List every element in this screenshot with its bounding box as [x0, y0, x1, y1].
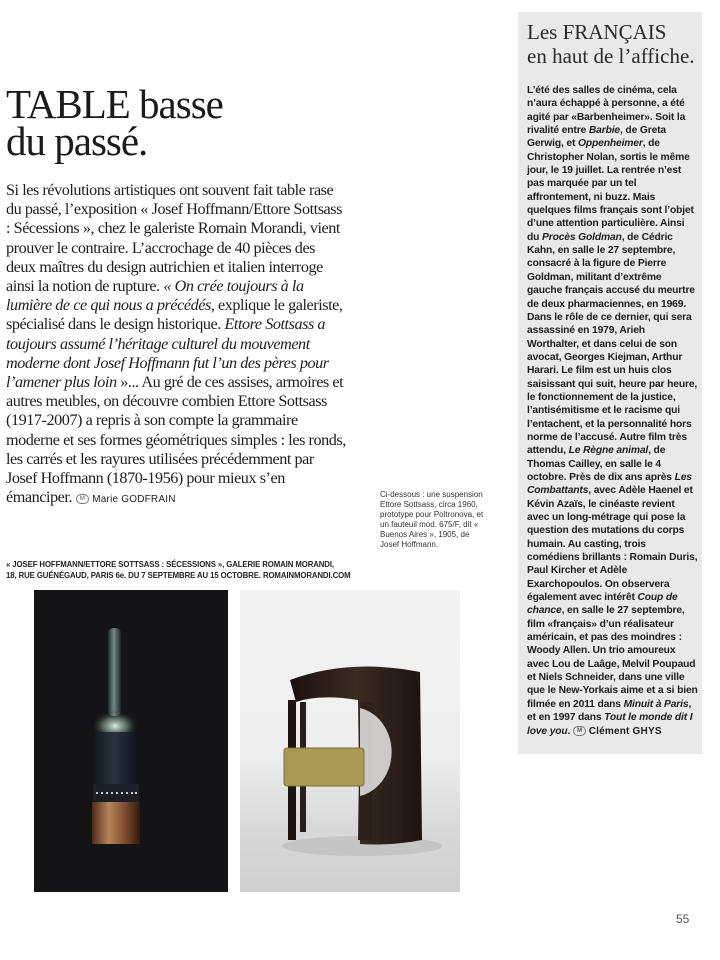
armchair-image: [240, 590, 460, 892]
main-title-line-1: TABLE basse: [6, 81, 223, 127]
armchair-photo: [240, 590, 460, 892]
end-mark-icon: M: [573, 726, 586, 736]
film-title: Les Combattants: [527, 471, 692, 497]
body-segment: , explique le galeriste, spécialisé dans le design historique.: [6, 296, 343, 334]
exhibition-info-line-1: « JOSEF HOFFMANN/ETTORE SOTTSASS : SÉCESSIONS », GALERIE ROMAIN MORANDI,: [6, 560, 334, 569]
chair-seat-cushion: [284, 748, 364, 786]
quote-segment: « On crée toujours à la lumière de ce qui nous a précédés: [6, 277, 304, 315]
film-title: Minuit à Paris: [623, 698, 689, 710]
body-segment: »... Au gré de ces assises, armoires et autres meubles, on découvre combien Ettore Sottsass (1917-2007) a repris à son compte la grammaire moderne et ses formes géométriques simples : les ronds, les carrés et les rayures utilisées précédemment par Josef Hoffmann (1870-1956) pour mieux s’en émanciper.: [6, 373, 346, 507]
sidebar-title-line-2: en haut de l’affiche.: [527, 44, 695, 68]
film-title: Procès Goldman: [542, 231, 622, 243]
body-segment: L’été des salles de cinéma, cela n’aura échappé à personne, a été agité par «Barbenheimer». Soit la rivalité entre: [527, 85, 686, 137]
body-segment: , et en 1997 dans: [527, 698, 692, 724]
film-title: Le Règne animal: [568, 445, 649, 457]
lamp-photo: [34, 590, 228, 892]
body-segment: , de Christopher Nolan, sortis le même jour, le 19 juillet. La rentrée n’est pas marquée par un tel affrontement, ni buzz. Mais quelques films français sont l’objet d’une attention particulière. Ainsi du: [527, 138, 694, 243]
lamp-body: [93, 732, 139, 784]
exhibition-info-line-2: 18, RUE GUÉNÉGAUD, PARIS 6e. DU 7 SEPTEMBRE AU 15 OCTOBRE. ROMAINMORANDI.COM: [6, 570, 351, 580]
lamp-glass-tube: [108, 628, 121, 716]
body-segment: , avec Adèle Haenel et Kévin Azaïs, le cinéaste revient avec un long-métrage qui pose la question des mutations du corps humain. Au casting, trois comédiens brillants : Romain Duris, Paul Kircher et Adèle Exarchopoulos. On observera également avec intérêt: [527, 485, 698, 604]
photo-caption: Ci-dessous : une suspension Ettore Sottsass, circa 1960, prototype pour Poltronova, et un fauteuil mod. 675/F, dit « Buenos Aires », 1905, de Josef Hoffmann.: [380, 490, 484, 549]
body-segment: .: [567, 725, 573, 737]
film-title: Coup de chance: [527, 592, 678, 617]
quote-segment: Ettore Sottsass a toujours assumé l’héritage culturel du mouvement moderne dont Josef Hoffmann fut l’un des pères pour l’amener plus loin: [6, 315, 329, 392]
body-segment: , de Greta Gerwig, et: [527, 125, 667, 150]
sidebar-article-body: [527, 84, 699, 738]
end-mark-icon: M: [76, 494, 89, 504]
body-segment: , de Thomas Cailley, en salle le 4 octobre. Près de dix ans après: [527, 445, 675, 483]
body-segment: Si les révolutions artistiques ont souvent fait table rase du passé, l’exposition « Josef Hoffmann/Ettore Sottsass : Sécessions », chez le galeriste Romain Morandi, vient prouver le contraire. L’accrochage de 40 pièces des deux maîtres du design autrichien et italien interroge ainsi la notion de rupture.: [6, 181, 342, 296]
lamp-copper-base: [92, 802, 140, 844]
main-author: Marie GODFRAIN: [92, 494, 176, 506]
film-title: Oppenheimer: [578, 138, 643, 150]
film-title: Tout le monde dit I love you: [527, 712, 693, 737]
sidebar-article-title: [527, 20, 702, 68]
pendant-lamp-image: [34, 590, 228, 892]
exhibition-info: [6, 560, 356, 581]
main-title-line-2: du passé.: [6, 118, 148, 164]
page-number: 55: [676, 912, 690, 926]
main-article-title: [6, 81, 266, 164]
body-segment: , en salle le 27 septembre, film «français» d’un réalisateur américain, et pas des moindres : Woody Allen. Un trio amoureux avec Lou de Laâge, Melvil Poupaud et Niels Schneider, dans une ville que le New-Yorkais aime et a si bien filmée en 2011 dans: [527, 605, 698, 710]
main-article-body: [6, 181, 346, 509]
sidebar-title-line-1: Les FRANÇAIS: [527, 20, 667, 44]
body-segment: , de Cédric Kahn, en salle le 27 septembre, consacré à la figure de Pierre Goldman, militant d’extrême gauche français accusé du meurtre de deux pharmaciennes, en 1969. Dans le rôle de ce dernier, qui sera assassiné en 1979, Arieh Worthalter, et dans celui de son avocat, Georges Kiejman, Arthur Harari. Le film est un huis clos saisissant qui suit, heure par heure, le fonctionnement de la justice, l’antisémitisme et le racisme qui l’entachent, et la personnalité hors norme de l’accusé. Autre film très attendu,: [527, 231, 698, 457]
film-title: Barbie: [588, 125, 621, 137]
sidebar-author: Clément GHYS: [588, 725, 662, 737]
